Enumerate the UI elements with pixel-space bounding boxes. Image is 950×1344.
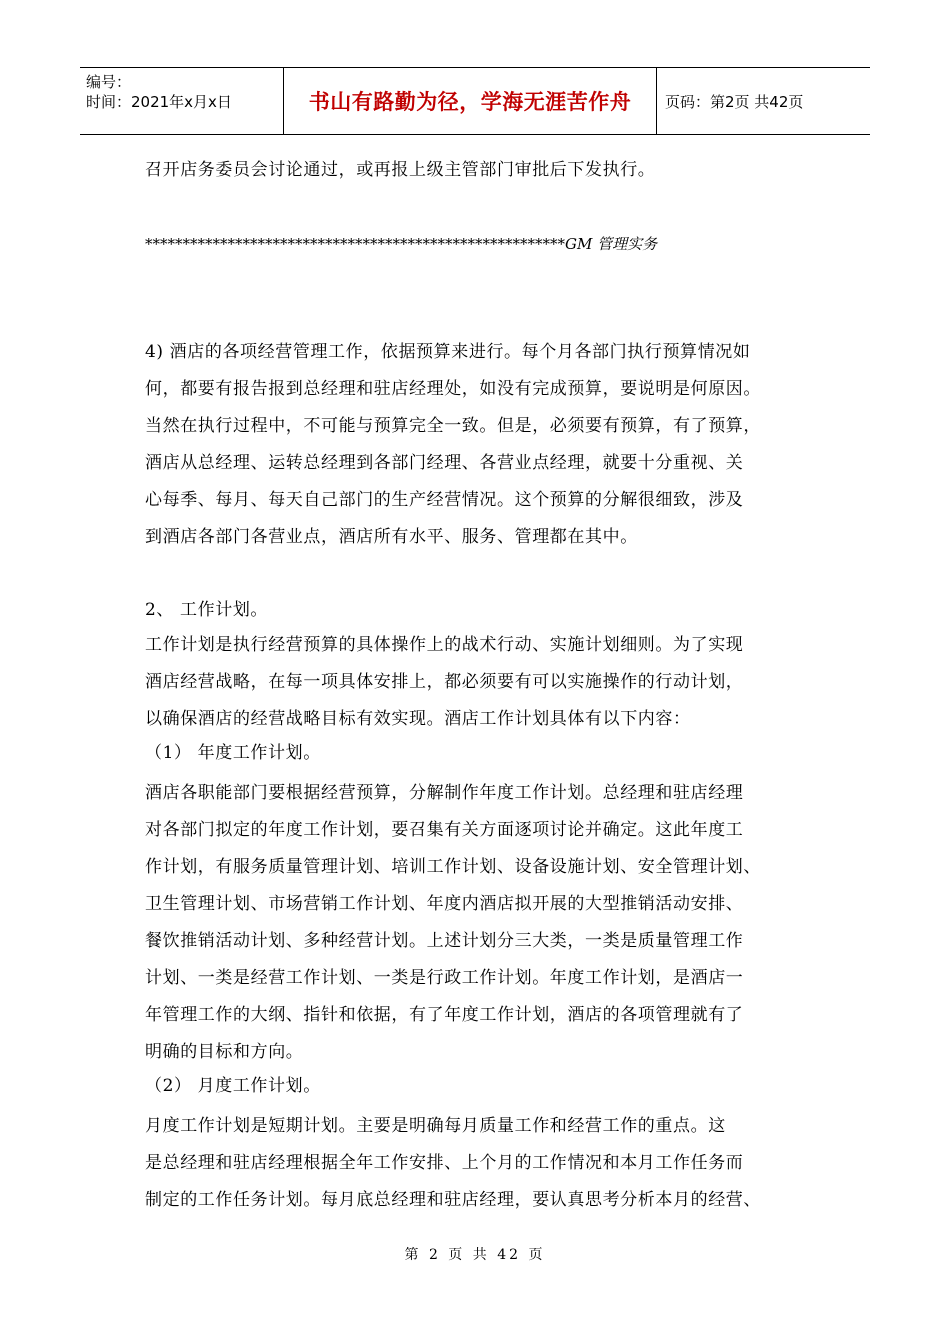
body-line: 是总经理和驻店经理根据全年工作安排、上个月的工作情况和本月工作任务而: [145, 1153, 744, 1173]
body-line: 酒店从总经理、运转总经理到各部门经理、各营业点经理，就要十分重视、关: [145, 453, 744, 473]
body-line: 餐饮推销活动计划、多种经营计划。上述计划分三大类，一类是质量管理工作: [145, 931, 744, 951]
page-footer: 第 2 页 共 42 页: [404, 1247, 546, 1263]
body-line: 工作计划是执行经营预算的具体操作上的战术行动、实施计划细则。为了实现: [145, 635, 744, 655]
body-line: 酒店各职能部门要根据经营预算，分解制作年度工作计划。总经理和驻店经理: [145, 783, 744, 803]
page-header: [80, 67, 870, 135]
separator-tag: GM 管理实务: [565, 235, 658, 253]
body-line: 召开店务委员会讨论通过，或再报上级主管部门审批后下发执行。: [145, 160, 656, 180]
body-line: 4) 酒店的各项经营管理工作，依据预算来进行。每个月各部门执行预算情况如: [145, 342, 751, 362]
body-line: 何，都要有报告报到总经理和驻店经理处，如没有完成预算，要说明是何原因。: [145, 379, 761, 399]
body-line: 年管理工作的大纲、指针和依据，有了年度工作计划，酒店的各项管理就有了: [145, 1005, 744, 1025]
header-meta: [80, 68, 283, 134]
body-line: 月度工作计划是短期计划。主要是明确每月质量工作和经营工作的重点。这: [145, 1116, 726, 1136]
document-number: 编号：: [86, 73, 132, 91]
body-line: 以确保酒店的经营战略目标有效实现。酒店工作计划具体有以下内容：: [145, 709, 691, 729]
body-line: 计划、一类是经营工作计划、一类是行政工作计划。年度工作计划，是酒店一: [145, 968, 744, 988]
separator-line: [145, 232, 657, 256]
body-line: 明确的目标和方向。: [145, 1042, 304, 1062]
body-line: 卫生管理计划、市场营销工作计划、年度内酒店拟开展的大型推销活动安排、: [145, 894, 744, 914]
header-motto: 书山有路勤为径，学海无涯苦作舟: [283, 68, 657, 134]
body-line: 对各部门拟定的年度工作计划，要召集有关方面逐项讨论并确定。这此年度工: [145, 820, 744, 840]
separator-stars: ********************************************************: [145, 235, 565, 253]
section-heading: 2、 工作计划。: [145, 600, 269, 620]
document-date: 时间：2021年x月x日: [86, 93, 232, 111]
body-line: 心每季、每月、每天自己部门的生产经营情况。这个预算的分解很细致，涉及: [145, 490, 744, 510]
body-line: 酒店经营战略，在每一项具体安排上，都必须要有可以实施操作的行动计划，: [145, 672, 744, 692]
subsection-heading: （2） 月度工作计划。: [145, 1076, 321, 1096]
header-page-code: 页码：第2页 共42页: [665, 92, 804, 111]
body-line: 作计划，有服务质量管理计划、培训工作计划、设备设施计划、安全管理计划、: [145, 857, 761, 877]
body-line: 到酒店各部门各营业点，酒店所有水平、服务、管理都在其中。: [145, 527, 638, 547]
body-line: 当然在执行过程中，不可能与预算完全一致。但是，必须要有预算，有了预算，: [145, 416, 761, 436]
body-line: 制定的工作任务计划。每月底总经理和驻店经理，要认真思考分析本月的经营、: [145, 1190, 761, 1210]
subsection-heading: （1） 年度工作计划。: [145, 743, 321, 763]
